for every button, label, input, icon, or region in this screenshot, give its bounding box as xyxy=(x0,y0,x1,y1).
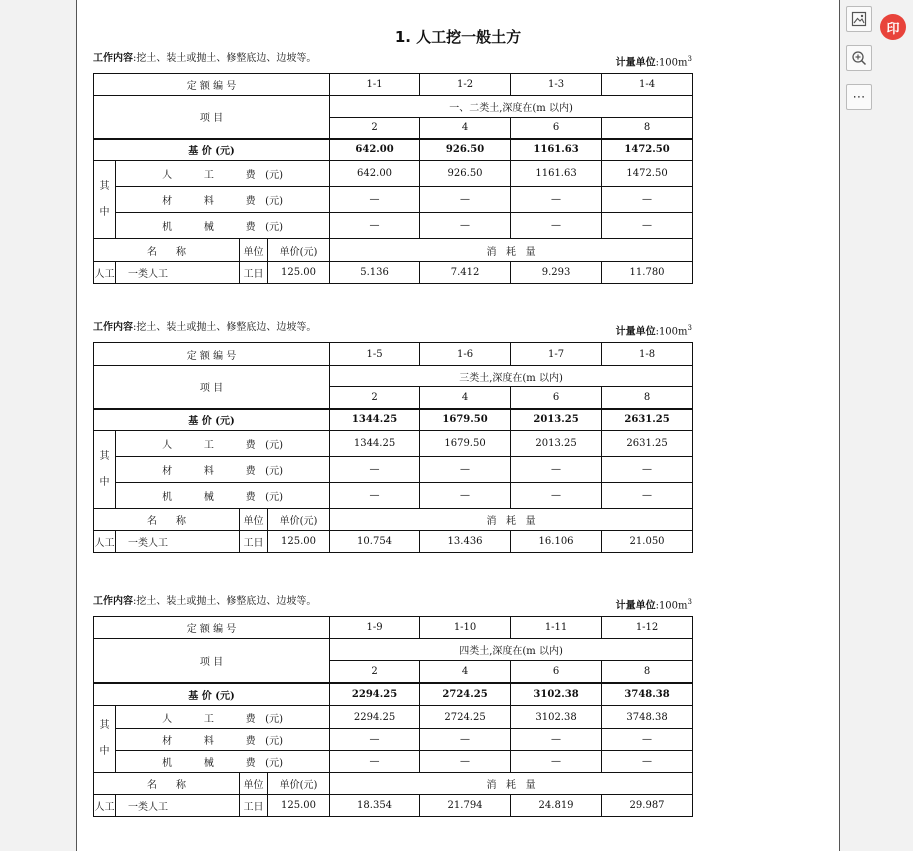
table-row xyxy=(94,187,693,213)
depth-value: 2 xyxy=(330,661,420,683)
quota-table xyxy=(93,342,693,553)
cost-label: 人 工 费 (元) xyxy=(116,706,330,729)
zoom-in-icon xyxy=(851,50,867,66)
work-content-text: :挖土、装土或抛土、修整底边、边坡等。 xyxy=(133,322,317,333)
cost-value: — xyxy=(420,751,511,773)
table-row xyxy=(94,773,693,795)
qizhong-label xyxy=(94,161,116,239)
labor-consumption: 29.987 xyxy=(602,795,693,817)
measurement-unit xyxy=(616,321,692,339)
cost-value: — xyxy=(511,483,602,509)
item-label: 项 目 xyxy=(94,639,330,683)
table-row xyxy=(94,161,693,187)
base-price-value: 926.50 xyxy=(420,139,511,161)
quota-code: 1-7 xyxy=(511,343,602,366)
quota-code: 1-12 xyxy=(602,617,693,639)
table-row xyxy=(94,483,693,509)
base-price-value: 2724.25 xyxy=(420,683,511,706)
table-row xyxy=(94,239,693,262)
quota-code: 1-9 xyxy=(330,617,420,639)
labor-consumption: 10.754 xyxy=(330,531,420,553)
consumption-header: 消 耗 量 xyxy=(330,239,693,262)
cost-value: — xyxy=(511,213,602,239)
base-price-label: 基 价 (元) xyxy=(94,409,330,431)
cost-value: — xyxy=(330,483,420,509)
work-content-label: 工作内容 xyxy=(93,322,133,333)
table-row xyxy=(94,509,693,531)
cost-label: 人 工 费 (元) xyxy=(116,431,330,457)
labor-consumption: 7.412 xyxy=(420,262,511,284)
qizhong-char: 其 xyxy=(99,180,110,192)
cost-value: — xyxy=(330,457,420,483)
measurement-unit-label: 计量单位 xyxy=(615,326,656,338)
unit-price-header: 单价(元) xyxy=(268,239,330,262)
cost-value: — xyxy=(420,213,511,239)
item-label: 项 目 xyxy=(94,366,330,409)
cost-value: — xyxy=(420,729,511,751)
labor-consumption: 16.106 xyxy=(511,531,602,553)
more-button[interactable] xyxy=(846,84,872,110)
table-row xyxy=(94,343,693,366)
measurement-unit xyxy=(616,595,692,613)
measurement-unit xyxy=(616,52,692,70)
quota-code: 1-10 xyxy=(420,617,511,639)
image-view-button[interactable] xyxy=(846,6,872,32)
measurement-unit-sup: 3 xyxy=(687,55,692,63)
base-price-value: 1679.50 xyxy=(420,409,511,431)
base-price-label: 基 价 (元) xyxy=(94,683,330,706)
item-label: 项 目 xyxy=(94,96,330,139)
labor-consumption: 18.354 xyxy=(330,795,420,817)
labor-consumption: 21.794 xyxy=(420,795,511,817)
table-row xyxy=(94,213,693,239)
table-row xyxy=(94,139,693,161)
measurement-unit-sup: 3 xyxy=(687,324,692,332)
cost-value: — xyxy=(330,187,420,213)
cost-value: — xyxy=(330,213,420,239)
base-price-value: 1161.63 xyxy=(511,139,602,161)
zoom-in-button[interactable] xyxy=(846,45,872,71)
measurement-unit-value: :100m xyxy=(655,57,688,69)
name-header: 名 称 xyxy=(94,773,240,795)
base-price-value: 642.00 xyxy=(330,139,420,161)
table-row xyxy=(94,795,693,817)
base-price-value: 1472.50 xyxy=(602,139,693,161)
cost-value: 1679.50 xyxy=(420,431,511,457)
cost-value: 1344.25 xyxy=(330,431,420,457)
table-row xyxy=(94,683,693,706)
cost-value: — xyxy=(330,729,420,751)
cost-value: — xyxy=(420,483,511,509)
cost-label: 机 械 费 (元) xyxy=(116,213,330,239)
cost-value: 3748.38 xyxy=(602,706,693,729)
labor-consumption: 13.436 xyxy=(420,531,511,553)
qizhong-char: 中 xyxy=(99,206,110,218)
work-content-label: 工作内容 xyxy=(93,53,133,64)
cost-value: 1161.63 xyxy=(511,161,602,187)
table-row xyxy=(94,617,693,639)
brand-glyph: 印 xyxy=(886,21,900,37)
cost-value: — xyxy=(602,187,693,213)
measurement-unit-value: :100m xyxy=(655,326,688,338)
image-icon xyxy=(851,11,867,27)
name-header: 名 称 xyxy=(94,509,240,531)
work-content-label: 工作内容 xyxy=(93,596,133,607)
measurement-unit-label: 计量单位 xyxy=(615,57,656,69)
table-row xyxy=(94,262,693,284)
work-content-text: :挖土、装土或抛土、修整底边、边坡等。 xyxy=(133,596,317,607)
depth-value: 6 xyxy=(511,661,602,683)
cost-value: — xyxy=(602,213,693,239)
labor-name: 一类人工 xyxy=(116,531,240,553)
quota-number-label: 定 额 编 号 xyxy=(94,343,330,366)
unit-price-header: 单价(元) xyxy=(268,509,330,531)
base-price-value: 2631.25 xyxy=(602,409,693,431)
table-row xyxy=(94,706,693,729)
table-row xyxy=(94,457,693,483)
quota-number-label: 定 额 编 号 xyxy=(94,617,330,639)
cost-value: — xyxy=(330,751,420,773)
measurement-unit-sup: 3 xyxy=(687,598,692,606)
unit-header: 单位 xyxy=(240,239,268,262)
depth-value: 8 xyxy=(602,387,693,409)
labor-consumption: 11.780 xyxy=(602,262,693,284)
page-title: 1. 人工挖一般土方 xyxy=(394,28,522,46)
labor-unit-price: 125.00 xyxy=(268,262,330,284)
cost-value: 1472.50 xyxy=(602,161,693,187)
depth-value: 6 xyxy=(511,387,602,409)
quota-table xyxy=(93,73,693,284)
quota-code: 1-11 xyxy=(511,617,602,639)
soil-category: 三类土,深度在(m 以内) xyxy=(330,366,693,387)
cost-value: 2294.25 xyxy=(330,706,420,729)
quota-code: 1-3 xyxy=(511,74,602,96)
depth-value: 2 xyxy=(330,118,420,139)
cost-value: 642.00 xyxy=(330,161,420,187)
cost-value: — xyxy=(511,457,602,483)
quota-code: 1-4 xyxy=(602,74,693,96)
table-row xyxy=(94,751,693,773)
cost-value: — xyxy=(602,457,693,483)
depth-value: 2 xyxy=(330,387,420,409)
qizhong-label xyxy=(94,431,116,509)
depth-value: 4 xyxy=(420,118,511,139)
soil-category: 四类土,深度在(m 以内) xyxy=(330,639,693,661)
cost-label: 材 料 费 (元) xyxy=(116,187,330,213)
cost-label: 材 料 费 (元) xyxy=(116,457,330,483)
quota-table xyxy=(93,616,693,817)
cost-label: 材 料 费 (元) xyxy=(116,729,330,751)
depth-value: 4 xyxy=(420,387,511,409)
labor-consumption: 9.293 xyxy=(511,262,602,284)
table-row xyxy=(94,639,693,661)
base-price-value: 1344.25 xyxy=(330,409,420,431)
measurement-unit-label: 计量单位 xyxy=(615,600,656,612)
work-content-line xyxy=(93,595,692,612)
unit-price-header: 单价(元) xyxy=(268,773,330,795)
consumption-header: 消 耗 量 xyxy=(330,773,693,795)
work-content-line xyxy=(93,52,692,69)
name-header: 名 称 xyxy=(94,239,240,262)
labor-unit-price: 125.00 xyxy=(268,531,330,553)
cost-value: — xyxy=(420,187,511,213)
qizhong-label xyxy=(94,706,116,773)
quota-code: 1-8 xyxy=(602,343,693,366)
labor-category: 人工 xyxy=(94,531,116,553)
labor-unit: 工日 xyxy=(240,262,268,284)
qizhong-char: 中 xyxy=(99,746,110,757)
cost-value: 2724.25 xyxy=(420,706,511,729)
labor-category: 人工 xyxy=(94,795,116,817)
cost-value: — xyxy=(602,483,693,509)
work-content-text: :挖土、装土或抛土、修整底边、边坡等。 xyxy=(133,53,317,64)
base-price-value: 3102.38 xyxy=(511,683,602,706)
consumption-header: 消 耗 量 xyxy=(330,509,693,531)
table-row xyxy=(94,96,693,118)
table-row xyxy=(94,531,693,553)
brand-icon[interactable] xyxy=(880,14,906,40)
quota-number-label: 定 额 编 号 xyxy=(94,74,330,96)
cost-value: — xyxy=(511,187,602,213)
quota-code: 1-1 xyxy=(330,74,420,96)
table-row xyxy=(94,431,693,457)
cost-value: 2631.25 xyxy=(602,431,693,457)
table-row xyxy=(94,409,693,431)
labor-consumption: 21.050 xyxy=(602,531,693,553)
quota-code: 1-5 xyxy=(330,343,420,366)
labor-name: 一类人工 xyxy=(116,262,240,284)
cost-value: — xyxy=(420,457,511,483)
quota-code: 1-2 xyxy=(420,74,511,96)
measurement-unit-value: :100m xyxy=(655,600,688,612)
soil-category: 一、二类土,深度在(m 以内) xyxy=(330,96,693,118)
cost-value: — xyxy=(602,751,693,773)
labor-unit: 工日 xyxy=(240,531,268,553)
work-content-line xyxy=(93,321,692,338)
depth-value: 6 xyxy=(511,118,602,139)
labor-unit-price: 125.00 xyxy=(268,795,330,817)
qizhong-char: 其 xyxy=(99,720,110,731)
unit-header: 单位 xyxy=(240,509,268,531)
more-icon: ⋯ xyxy=(852,89,866,105)
depth-value: 8 xyxy=(602,118,693,139)
quota-code: 1-6 xyxy=(420,343,511,366)
base-price-value: 3748.38 xyxy=(602,683,693,706)
table-row xyxy=(94,74,693,96)
base-price-value: 2013.25 xyxy=(511,409,602,431)
labor-category: 人工 xyxy=(94,262,116,284)
cost-value: — xyxy=(602,729,693,751)
table-row xyxy=(94,366,693,387)
base-price-label: 基 价 (元) xyxy=(94,139,330,161)
labor-consumption: 5.136 xyxy=(330,262,420,284)
cost-label: 人 工 费 (元) xyxy=(116,161,330,187)
labor-consumption: 24.819 xyxy=(511,795,602,817)
cost-label: 机 械 费 (元) xyxy=(116,483,330,509)
cost-value: — xyxy=(511,729,602,751)
cost-value: 3102.38 xyxy=(511,706,602,729)
labor-unit: 工日 xyxy=(240,795,268,817)
cost-label: 机 械 费 (元) xyxy=(116,751,330,773)
qizhong-char: 其 xyxy=(99,450,110,462)
cost-value: 2013.25 xyxy=(511,431,602,457)
labor-name: 一类人工 xyxy=(116,795,240,817)
base-price-value: 2294.25 xyxy=(330,683,420,706)
depth-value: 8 xyxy=(602,661,693,683)
qizhong-char: 中 xyxy=(99,476,110,488)
cost-value: 926.50 xyxy=(420,161,511,187)
table-row xyxy=(94,729,693,751)
depth-value: 4 xyxy=(420,661,511,683)
cost-value: — xyxy=(511,751,602,773)
unit-header: 单位 xyxy=(240,773,268,795)
side-toolbar xyxy=(846,6,872,123)
